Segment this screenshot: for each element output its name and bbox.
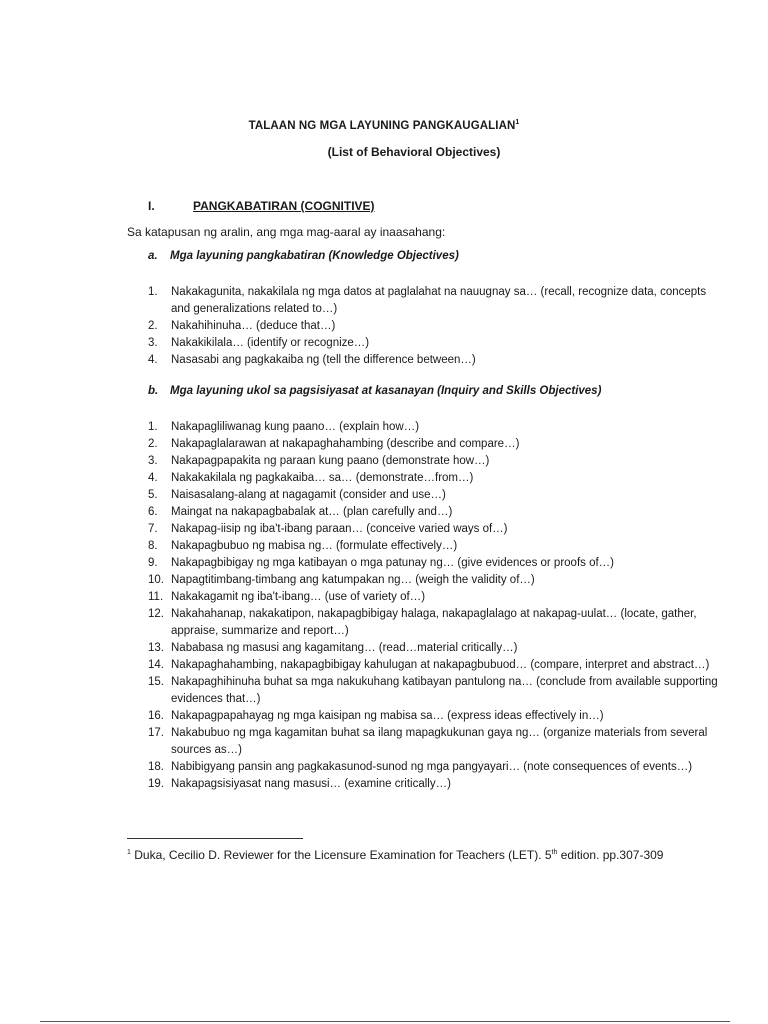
footnote-text-after: edition. pp.307-309 bbox=[557, 848, 664, 862]
list-item bbox=[148, 708, 718, 725]
list-item-text: Nakapagbibigay ng mga katibayan o mga patunay ng… (give evidences or proofs of…) bbox=[171, 557, 615, 569]
list-item-text: Nakapagpapakita ng paraan kung paano (demonstrate how…) bbox=[171, 455, 490, 467]
list-item-number: 5. bbox=[148, 489, 158, 501]
footnote-mark: 1 bbox=[127, 849, 131, 856]
list-item-text: Nakabubuo ng mga kagamitan buhat sa ilang mapagkukunan gaya ng… (organize materials from several sources as…) bbox=[171, 727, 708, 756]
list-item-number: 16. bbox=[148, 710, 164, 722]
list-item-text: Nabibigyang pansin ang pagkakasunod-sunod ng mga pangyayari… (note consequences of events…) bbox=[171, 761, 693, 773]
section-label: PANGKABATIRAN (COGNITIVE) bbox=[193, 199, 375, 213]
list-item-number: 2. bbox=[148, 438, 158, 450]
list-item-text: Naisasalang-alang at nagagamit (consider and use…) bbox=[171, 489, 446, 501]
list-item-text: Nasasabi ang pagkakaiba ng (tell the difference between…) bbox=[171, 354, 476, 366]
list-item bbox=[148, 504, 718, 521]
list-item-number: 15. bbox=[148, 676, 164, 688]
list-item-text: Nakakikilala… (identify or recognize…) bbox=[171, 337, 370, 349]
list-item-text: Nakapagsisiyasat nang masusi… (examine critically…) bbox=[171, 778, 451, 790]
list-item-number: 10. bbox=[148, 574, 164, 586]
footnote-ordinal: th bbox=[551, 849, 558, 856]
footnote-separator bbox=[127, 838, 303, 839]
list-item bbox=[148, 335, 718, 352]
list-item-number: 6. bbox=[148, 506, 158, 518]
list-item-number: 9. bbox=[148, 557, 158, 569]
list-item-text: Nakakagamit ng iba't-ibang… (use of variety of…) bbox=[171, 591, 426, 603]
list-item bbox=[148, 640, 718, 657]
list-item bbox=[148, 538, 718, 555]
list-item-text: Nakapaghihinuha buhat sa mga nakukuhang katibayan pantulong na… (conclude from available supporting evidences that…) bbox=[171, 676, 718, 705]
list-item-number: 3. bbox=[148, 455, 158, 467]
list-item bbox=[148, 657, 718, 674]
footnote bbox=[127, 848, 663, 862]
document-title bbox=[0, 119, 768, 132]
list-item-number: 19. bbox=[148, 778, 164, 790]
list-item-number: 3. bbox=[148, 337, 158, 349]
knowledge-objectives-list bbox=[148, 284, 718, 369]
list-item-text: Nakakagunita, nakakilala ng mga datos at paglalahat na nauugnay sa… (recall, recognize data, concepts and generalizations related to…) bbox=[171, 286, 707, 315]
list-item bbox=[148, 776, 718, 793]
list-item bbox=[148, 487, 718, 504]
list-item-text: Nakapag-iisip ng iba't-ibang paraan… (conceive varied ways of…) bbox=[171, 523, 508, 535]
list-item-text: Nakapaglalarawan at nakapaghahambing (describe and compare…) bbox=[171, 438, 520, 450]
subsection-a-heading bbox=[148, 250, 459, 262]
list-item-text: Nakahahanap, nakakatipon, nakapagbibigay halaga, nakapaglalago at nakapag-uulat… (locate, gather, appraise, summarize and report…) bbox=[171, 608, 697, 637]
list-item bbox=[148, 606, 718, 640]
list-item bbox=[148, 419, 718, 436]
list-item-text: Nakapagbubuo ng mabisa ng… (formulate effectively…) bbox=[171, 540, 458, 552]
list-item bbox=[148, 521, 718, 538]
list-item-number: 1. bbox=[148, 421, 158, 433]
list-item-text: Nakapagliliwanag kung paano… (explain how…) bbox=[171, 421, 420, 433]
list-item-text: Nababasa ng masusi ang kagamitang… (read…material critically…) bbox=[171, 642, 518, 654]
list-item-number: 2. bbox=[148, 320, 158, 332]
list-item bbox=[148, 572, 718, 589]
subsection-a-letter: a. bbox=[148, 250, 158, 262]
list-item-number: 1. bbox=[148, 286, 158, 298]
list-item bbox=[148, 318, 718, 335]
list-item-number: 18. bbox=[148, 761, 164, 773]
title-text: TALAAN NG MGA LAYUNING PANGKAUGALIAN bbox=[248, 119, 516, 132]
list-item-number: 12. bbox=[148, 608, 164, 620]
page-bottom-rule bbox=[40, 1021, 730, 1022]
list-item bbox=[148, 436, 718, 453]
intro-text: Sa katapusan ng aralin, ang mga mag-aaral ay inaasahang: bbox=[127, 225, 446, 239]
subsection-a-title: Mga layuning pangkabatiran (Knowledge Objectives) bbox=[170, 250, 459, 262]
list-item-text: Nakahihinuha… (deduce that…) bbox=[171, 320, 336, 332]
list-item bbox=[148, 555, 718, 572]
list-item bbox=[148, 470, 718, 487]
list-item-text: Nakakakilala ng pagkakaiba… sa… (demonstrate…from…) bbox=[171, 472, 474, 484]
inquiry-skills-objectives-list bbox=[148, 419, 718, 793]
list-item-number: 11. bbox=[148, 591, 164, 603]
list-item-text: Nakapaghahambing, nakapagbibigay kahulugan at nakapagbubuod… (compare, interpret and abstract…) bbox=[171, 659, 710, 671]
list-item-number: 8. bbox=[148, 540, 158, 552]
list-item-number: 13. bbox=[148, 642, 164, 654]
list-item-number: 4. bbox=[148, 354, 158, 366]
subsection-b-title: Mga layuning ukol sa pagsisiyasat at kasanayan (Inquiry and Skills Objectives) bbox=[170, 385, 602, 397]
list-item-number: 14. bbox=[148, 659, 164, 671]
list-item-text: Maingat na nakapagbabalak at… (plan carefully and…) bbox=[171, 506, 453, 518]
list-item bbox=[148, 725, 718, 759]
list-item bbox=[148, 589, 718, 606]
subsection-b-heading bbox=[148, 385, 601, 397]
section-number: I. bbox=[148, 199, 155, 213]
list-item-text: Nakapagpapahayag ng mga kaisipan ng mabisa sa… (express ideas effectively in…) bbox=[171, 710, 604, 722]
list-item bbox=[148, 674, 718, 708]
list-item-number: 4. bbox=[148, 472, 158, 484]
list-item bbox=[148, 453, 718, 470]
list-item bbox=[148, 759, 718, 776]
list-item-text: Napagtitimbang-timbang ang katumpakan ng… (weigh the validity of…) bbox=[171, 574, 535, 586]
list-item-number: 7. bbox=[148, 523, 158, 535]
subsection-b-letter: b. bbox=[148, 385, 159, 397]
list-item bbox=[148, 284, 718, 318]
document-subtitle: (List of Behavioral Objectives) bbox=[327, 145, 501, 159]
list-item bbox=[148, 352, 718, 369]
list-item-number: 17. bbox=[148, 727, 164, 739]
footnote-text-before: Duka, Cecilio D. Reviewer for the Licensure Examination for Teachers (LET). 5 bbox=[130, 848, 552, 862]
title-footnote-mark: 1 bbox=[515, 119, 520, 126]
